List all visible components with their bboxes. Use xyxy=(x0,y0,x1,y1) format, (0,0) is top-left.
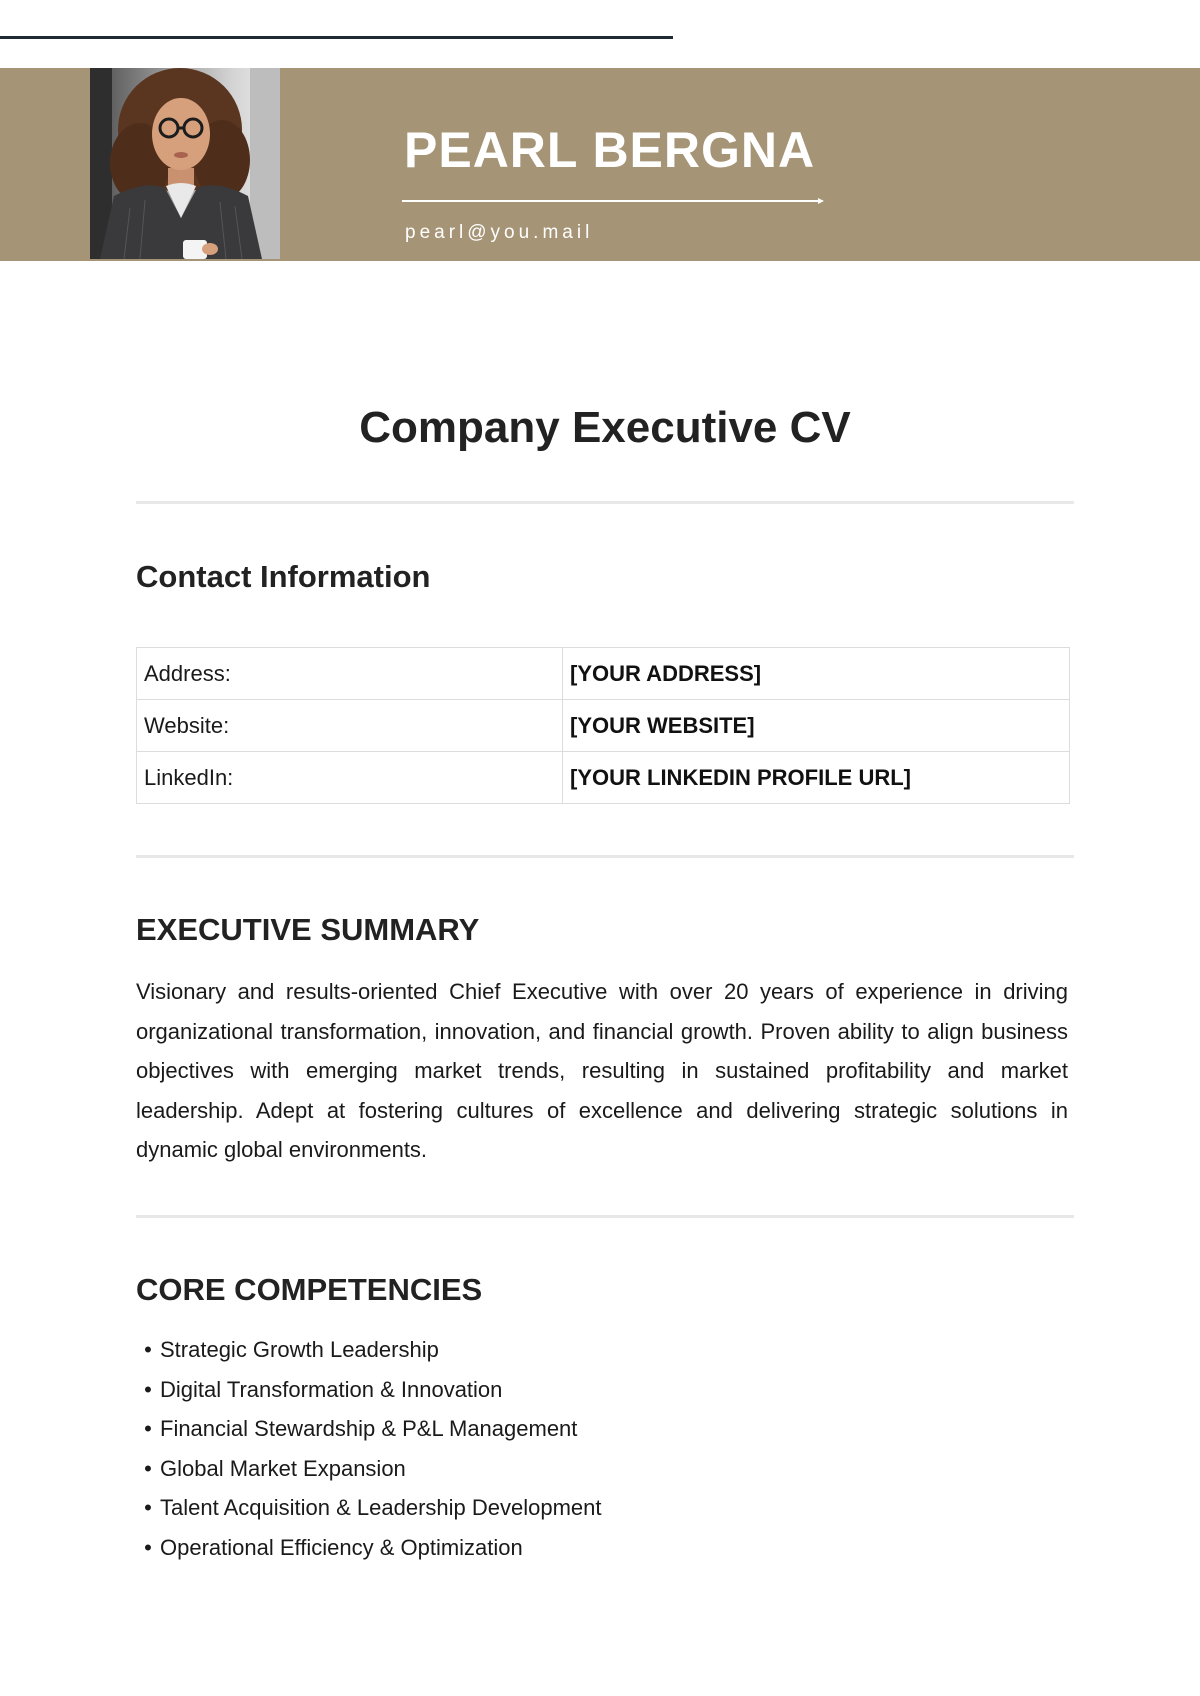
competency-text: Operational Efficiency & Optimization xyxy=(160,1534,523,1560)
contact-row-website xyxy=(137,700,1070,752)
competencies-heading: CORE COMPETENCIES xyxy=(136,1272,483,1307)
competency-text: Digital Transformation & Innovation xyxy=(160,1376,503,1402)
contact-row-linkedin xyxy=(137,752,1070,804)
contact-heading: Contact Information xyxy=(136,559,431,594)
competency-list xyxy=(136,1330,602,1567)
contact-value: [YOUR WEBSITE] xyxy=(563,700,1070,752)
divider-title xyxy=(136,501,1074,504)
contact-table xyxy=(136,647,1070,804)
contact-value: [YOUR LINKEDIN PROFILE URL] xyxy=(563,752,1070,804)
bullet-icon: • xyxy=(144,1416,152,1441)
candidate-name: PEARL BERGNA xyxy=(404,122,816,178)
divider-summary xyxy=(136,1215,1074,1218)
bullet-icon: • xyxy=(144,1337,152,1362)
email-address: pearl@you.mail xyxy=(405,222,594,243)
bullet-icon: • xyxy=(144,1495,152,1520)
competency-text: Global Market Expansion xyxy=(160,1455,406,1481)
list-item xyxy=(136,1370,602,1410)
bullet-icon: • xyxy=(144,1376,152,1402)
divider-contact xyxy=(136,855,1074,858)
competency-text: Talent Acquisition & Leadership Development xyxy=(160,1495,602,1520)
contact-label: LinkedIn: xyxy=(137,752,563,804)
summary-heading: EXECUTIVE SUMMARY xyxy=(136,912,480,947)
list-item xyxy=(136,1449,602,1489)
profile-photo xyxy=(90,68,280,259)
contact-label: Website: xyxy=(137,700,563,752)
document-title: Company Executive CV xyxy=(359,403,851,452)
list-item xyxy=(136,1528,602,1568)
contact-value: [YOUR ADDRESS] xyxy=(563,648,1070,700)
top-accent-line xyxy=(0,36,673,39)
bullet-icon: • xyxy=(144,1455,152,1481)
list-item xyxy=(136,1409,602,1449)
name-underline-arrow xyxy=(402,194,824,208)
contact-label: Address: xyxy=(137,648,563,700)
competency-text: Financial Stewardship & P&L Management xyxy=(160,1416,578,1441)
list-item xyxy=(136,1330,602,1370)
contact-row-address xyxy=(137,648,1070,700)
list-item xyxy=(136,1488,602,1528)
summary-paragraph: Visionary and results-oriented Chief Executive with over 20 years of experience in driving organizational transformation, innovation, and financial growth. Proven ability to align business objectives with emerging market trends, resulting in sustained profitability and market leadership. Adept at fostering cultures of excellence and delivering strategic solutions in dynamic global environments. xyxy=(136,979,1068,1162)
bullet-icon: • xyxy=(144,1534,152,1560)
competency-text: Strategic Growth Leadership xyxy=(160,1337,439,1362)
